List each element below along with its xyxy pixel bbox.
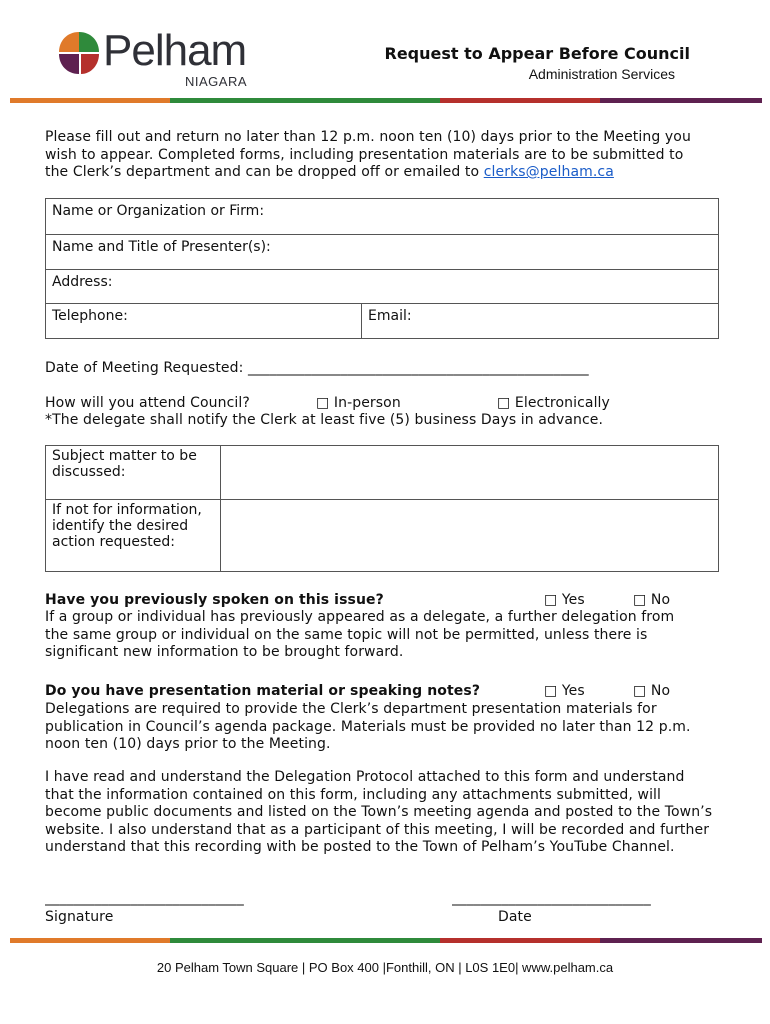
logo-subtitle: NIAGARA	[185, 74, 248, 89]
subject-input[interactable]	[221, 446, 719, 500]
declaration-text: I have read and understand the Delegation Protocol attached to this form and understand that the information contained on this form, including any attachments submitted, will become public documents and listed on the Town’s meeting agenda and posted to the Town’s website. I also understand that as a participant of this meeting, I will be recorded and further understand that this recording with be posted to the Town of Pelham’s YouTube Channel.	[45, 769, 713, 855]
clerk-email-link[interactable]: clerks@pelham.ca	[483, 164, 614, 180]
in-person-checkbox[interactable]: □ In-person	[316, 395, 401, 411]
previous-no-checkbox[interactable]: □ No	[633, 592, 671, 608]
pelham-logo-icon	[55, 28, 103, 78]
attend-question: How will you attend Council?	[45, 395, 250, 411]
address-field[interactable]: Address:	[46, 270, 719, 304]
action-label: If not for information, identify the desired action requested:	[46, 500, 221, 572]
previous-question: Have you previously spoken on this issue?	[45, 592, 384, 608]
subject-table	[45, 445, 719, 572]
contact-info-table	[45, 198, 719, 339]
date-label: Date	[498, 909, 532, 925]
date-line[interactable]: ____________________________	[452, 890, 651, 906]
signature-label: Signature	[45, 909, 114, 925]
intro-paragraph	[45, 129, 695, 182]
subject-label: Subject matter to be discussed:	[46, 446, 221, 500]
telephone-field[interactable]: Telephone:	[46, 304, 362, 339]
electronically-checkbox[interactable]: □ Electronically	[497, 395, 610, 411]
materials-question: Do you have presentation material or speaking notes?	[45, 683, 481, 699]
signature-line[interactable]: ____________________________	[45, 890, 244, 906]
materials-text: Delegations are required to provide the Clerk’s department presentation materials for publication in Council’s agenda package. Materials must be provided no later than 12 p.m. noon ten (10) days prior to the Meeting.	[45, 701, 691, 752]
materials-no-checkbox[interactable]: □ No	[633, 683, 671, 699]
logo-wordmark: Pelham	[103, 26, 247, 75]
page-title: Request to Appear Before Council	[384, 44, 690, 63]
previous-text: If a group or individual has previously appeared as a delegate, a further delegation from the same group or individual on the same topic will not be permitted, unless there is significant new information to be brought forward.	[45, 609, 675, 660]
materials-yes-checkbox[interactable]: □ Yes	[544, 683, 585, 699]
footer-address: 20 Pelham Town Square | PO Box 400 |Fonthill, ON | L0S 1E0| www.pelham.ca	[156, 960, 614, 975]
pelham-logo	[55, 28, 265, 90]
name-organization-field[interactable]: Name or Organization or Firm:	[46, 199, 719, 235]
presenters-field[interactable]: Name and Title of Presenter(s):	[46, 235, 719, 270]
email-field[interactable]: Email:	[362, 304, 719, 339]
attend-note: *The delegate shall notify the Clerk at least five (5) business Days in advance.	[45, 412, 604, 428]
department-subtitle: Administration Services	[528, 66, 675, 82]
intro-text: Please fill out and return no later than 12 p.m. noon ten (10) days prior to the Meeting you wish to appear. Completed forms, including presentation materials are to be submitted to the Clerk’s department and can be dropped off or emailed to	[45, 129, 691, 180]
action-input[interactable]	[221, 500, 719, 572]
previous-yes-checkbox[interactable]: □ Yes	[544, 592, 585, 608]
footer-color-bar	[10, 938, 762, 943]
header-color-bar	[10, 98, 762, 103]
meeting-date-field[interactable]: Date of Meeting Requested: ________________________________________________	[45, 360, 589, 376]
